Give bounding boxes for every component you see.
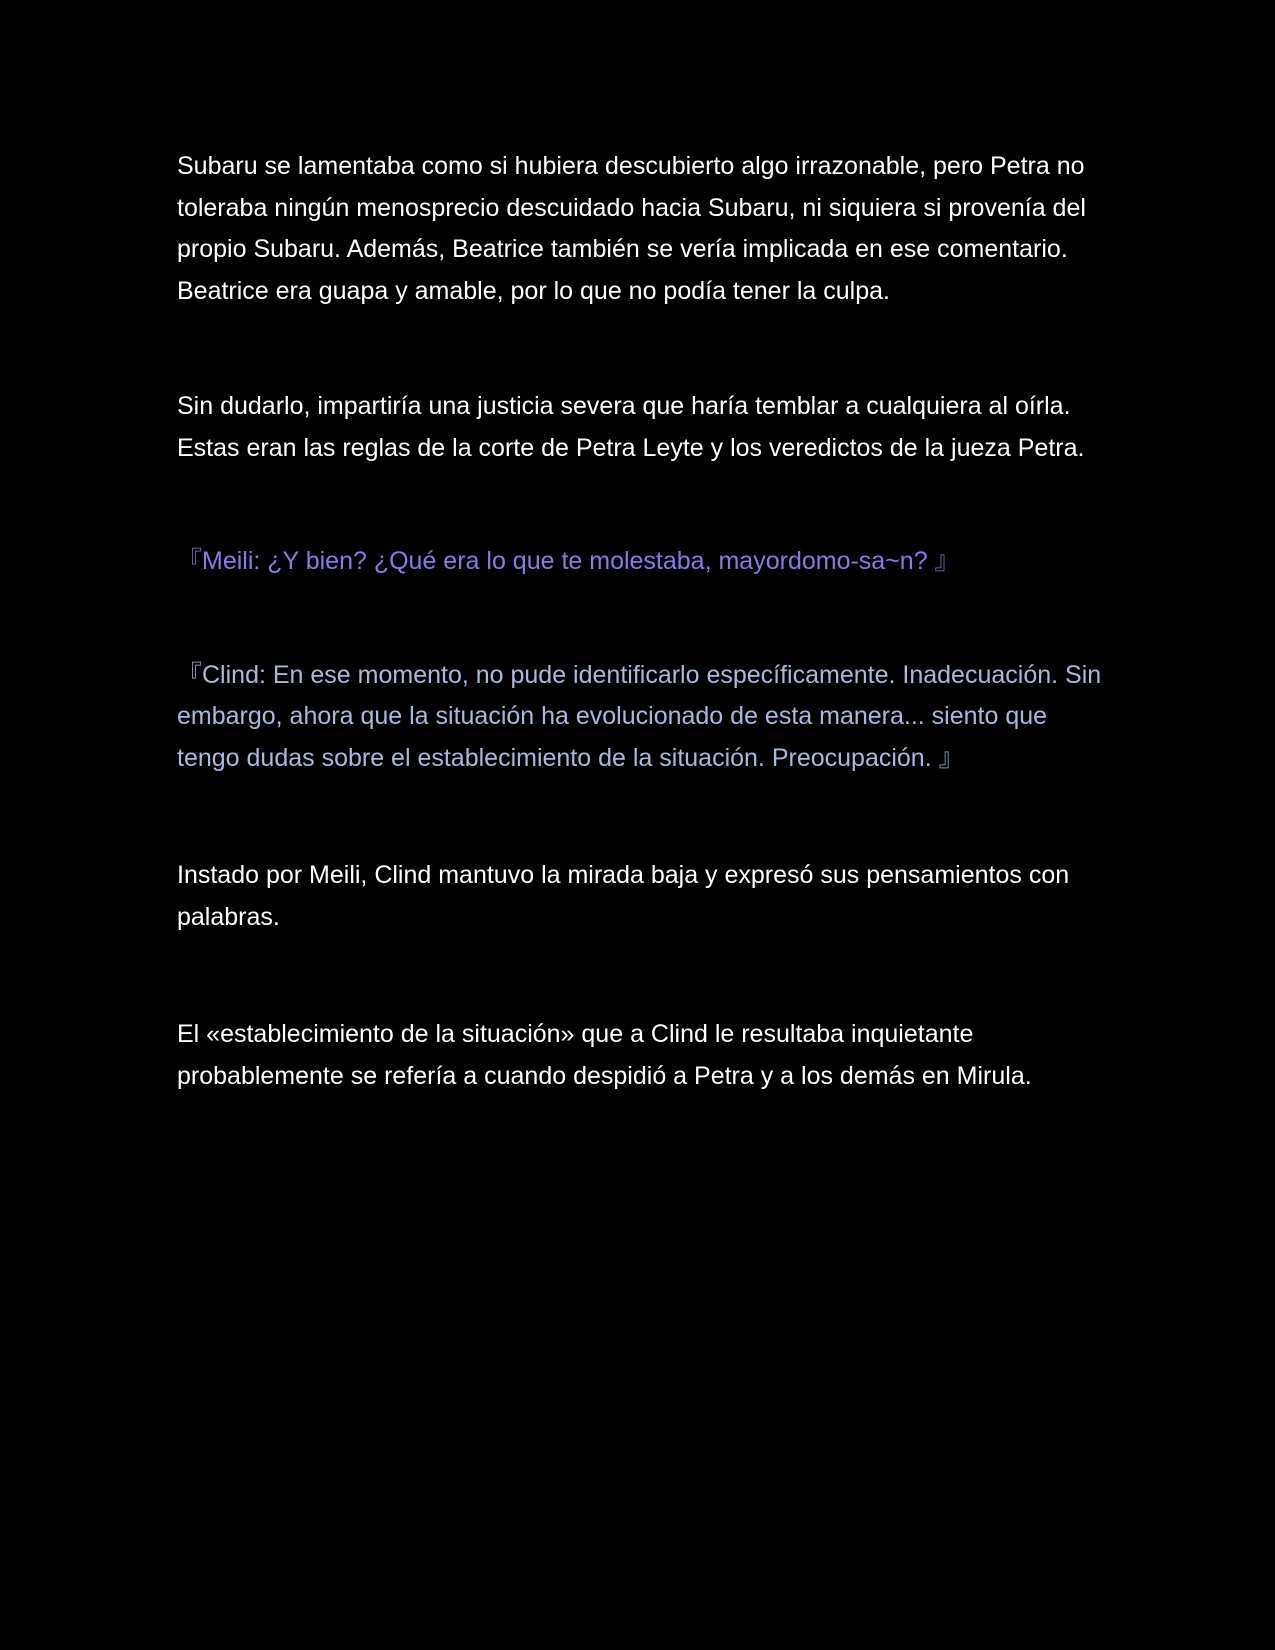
meili-dialogue-line: 『Meili: ¿Y bien? ¿Qué era lo que te molestaba, mayordomo-sa~n? 』 [177,547,960,575]
narration-paragraph-1: Subaru se lamentaba como si hubiera descubierto algo irrazonable, pero Petra no toleraba ningún menosprecio descuidado hacia Subaru, ni siquiera si provenía del propio Subaru. Además, Beatrice también se vería implicada en ese comentario. Beatrice era guapa y amable, por lo que no podía tener la culpa. [177,152,1086,305]
document-body [177,146,1107,1097]
paragraph-spacer [177,779,1107,855]
narration-paragraph-4: El «establecimiento de la situación» que a Clind le resultaba inquietante probablemente se refería a cuando despidió a Petra y a los demás en Mirula. [177,1020,1032,1090]
narration-paragraph-2: Sin dudarlo, impartiría una justicia severa que haría temblar a cualquiera al oírla. Estas eran las reglas de la corte de Petra Leyte y los veredictos de la jueza Petra. [177,392,1085,462]
clind-dialogue-line: 『Clind: En ese momento, no pude identificarlo específicamente. Inadecuación. Sin embargo, ahora que la situación ha evolucionado de esta manera... siento que tengo dudas sobre el establecimiento de la situación. Preocupación. 』 [177,660,1102,772]
paragraph-spacer [177,583,1107,655]
narration-paragraph-3: Instado por Meili, Clind mantuvo la mirada baja y expresó sus pensamientos con palabras. [177,861,1070,931]
paragraph-spacer [177,938,1107,1014]
paragraph-spacer [177,312,1107,386]
paragraph-spacer [177,469,1107,541]
